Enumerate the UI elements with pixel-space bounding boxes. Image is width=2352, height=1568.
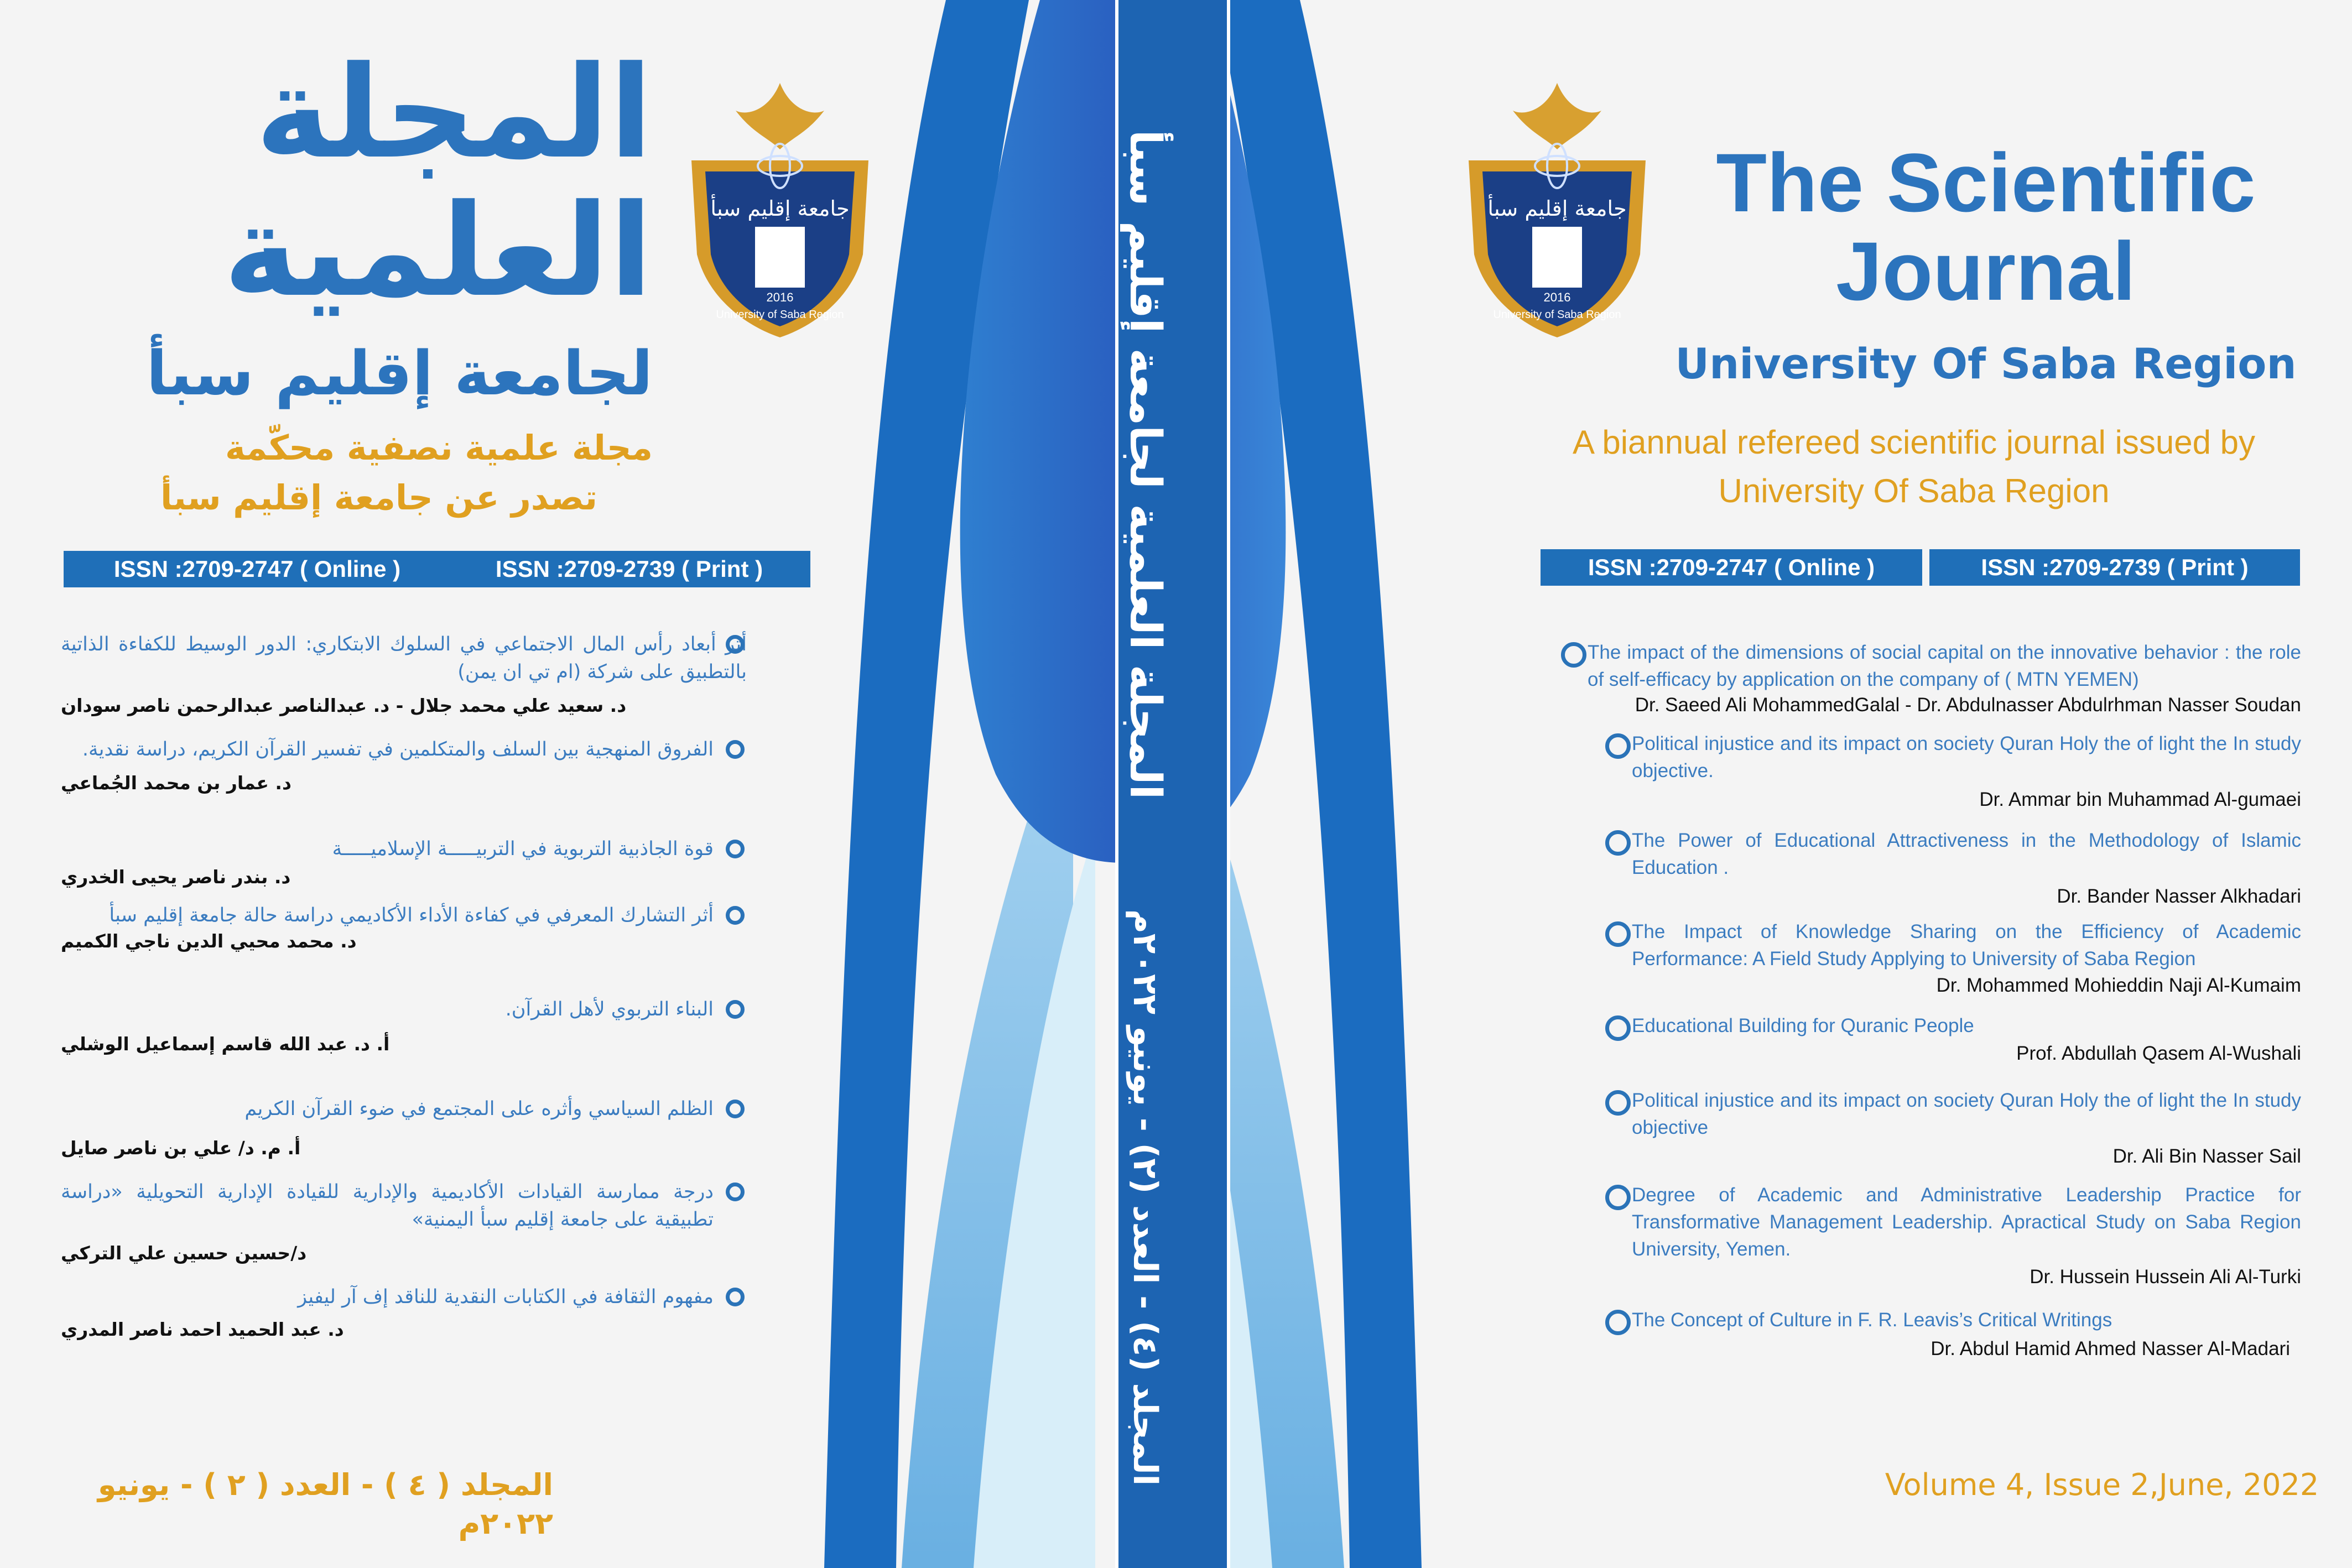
list-item <box>61 1095 780 1160</box>
article-title: The impact of the dimensions of social capital on the innovative behavior : the role of self-efficacy by application on the company of ( MTN YEMEN) <box>1588 642 2301 690</box>
article-author: أ. م. د/ علي بن ناصر صايل <box>61 1137 301 1159</box>
article-title: مفهوم الثقافة في الكتابات النقدية للناقد إف آر ليفيز <box>298 1286 714 1308</box>
svg-text:2016: 2016 <box>1543 290 1571 304</box>
article-author: د. بندر ناصر يحيى الخدري <box>61 866 291 888</box>
bullet-circle-icon <box>726 635 745 654</box>
article-title: الظلم السياسي وأثره على المجتمع في ضوء القرآن الكريم <box>244 1098 714 1120</box>
university-logo-icon <box>680 77 880 343</box>
bullet-circle-icon <box>726 740 745 759</box>
article-title: The Power of Educational Attractiveness in the Methodology of Islamic Education . <box>1632 830 2301 878</box>
article-author: Dr. Mohammed Mohieddin Naji Al-Kumaim <box>1936 975 2301 996</box>
bullet-circle-icon <box>1605 733 1631 759</box>
spine-issue: المجلد (٤) - العدد (٢) - يونيو ٢٠٢٢م <box>1126 909 1164 1486</box>
english-university-name: University Of Saba Region <box>1675 339 2297 388</box>
article-title: البناء التربوي لأهل القرآن. <box>505 998 714 1020</box>
list-item <box>1632 730 2301 812</box>
article-title: قوة الجاذبية التربوية في التربيـــــة الإسلاميـــــة <box>332 838 714 860</box>
list-item <box>61 1283 780 1342</box>
english-title-line1: The Scientific <box>1716 136 2256 229</box>
article-author: Prof. Abdullah Qasem Al-Wushali <box>2016 1043 2301 1064</box>
english-desc-line2: University Of Saba Region <box>1718 472 2110 509</box>
article-author: Dr. Saeed Ali MohammedGalal - Dr. Abdulnasser Abdulrhman Nasser Soudan <box>1635 694 2301 716</box>
front-cover-english <box>1449 0 2352 1568</box>
article-author: د. عمار بن محمد الجُماعي <box>61 772 292 794</box>
svg-text:University of Saba Region: University of Saba Region <box>716 309 844 321</box>
article-title: The Concept of Culture in F. R. Leavis’s Critical Writings <box>1632 1309 2112 1331</box>
list-item <box>1632 1306 2301 1361</box>
article-title: Degree of Academic and Administrative Leadership Practice for Transformative Management Leadership. Apractical Study on Saba Region University, Yemen. <box>1632 1184 2301 1260</box>
bullet-circle-icon <box>1605 1090 1631 1116</box>
right-issn-print: ISSN :2709-2739 ( Print ) <box>1929 549 2300 586</box>
arabic-volume-footer: المجلد ( ٤ ) - العدد ( ٢ ) - يونيو ٢٠٢٢م <box>97 1467 553 1541</box>
article-title: الفروق المنهجية بين السلف والمتكلمين في تفسير القرآن الكريم، دراسة نقدية. <box>82 738 714 760</box>
university-logo-icon <box>1458 77 1657 343</box>
article-author: Dr. Bander Nasser Alkhadari <box>2057 885 2301 907</box>
list-item <box>1632 827 2301 909</box>
bullet-circle-icon <box>726 1000 745 1019</box>
article-author: Dr. Ammar bin Muhammad Al-gumaei <box>1979 789 2301 810</box>
list-item <box>61 996 780 1056</box>
bullet-circle-icon <box>726 1182 745 1201</box>
arabic-desc-line1: مجلة علمية نصفية محكّمة <box>225 428 653 468</box>
article-title: أثر أبعاد رأس المال الاجتماعي في السلوك الابتكاري: الدور الوسيط للكفاءة الذاتية بالتطبيق على شركة (ام تي ان يمن) <box>61 633 747 683</box>
list-item <box>1632 1087 2301 1169</box>
list-item <box>61 1178 780 1265</box>
arabic-subtitle: لجامعة إقليم سبأ <box>146 338 653 409</box>
article-title: The Impact of Knowledge Sharing on the Efficiency of Academic Performance: A Field Study Applying to University of Saba Region <box>1632 921 2301 970</box>
article-title: Political injustice and its impact on society Quran Holy the of light the In study objective <box>1632 1090 2301 1138</box>
bullet-circle-icon <box>1605 1185 1631 1210</box>
list-item <box>1632 918 2301 998</box>
article-title: Political injustice and its impact on society Quran Holy the of light the In study objective. <box>1632 733 2301 782</box>
english-desc-line1: A biannual refereed scientific journal issued by <box>1572 424 2256 461</box>
bullet-circle-icon <box>726 906 745 925</box>
bullet-circle-icon <box>1605 921 1631 947</box>
bullet-circle-icon <box>726 1100 745 1118</box>
list-item <box>61 736 780 795</box>
svg-text:جامعة إقليم سبأ: جامعة إقليم سبأ <box>710 196 850 221</box>
article-author: Dr. Hussein Hussein Ali Al-Turki <box>2030 1266 2301 1288</box>
bullet-circle-icon <box>1605 1310 1631 1335</box>
bullet-circle-icon <box>1605 1015 1631 1041</box>
article-author: د. محمد محيي الدين ناجي الكميم <box>61 930 357 952</box>
svg-text:جامعة إقليم سبأ: جامعة إقليم سبأ <box>1487 196 1627 221</box>
bullet-circle-icon <box>726 1288 745 1306</box>
bullet-circle-icon <box>726 840 745 858</box>
list-item <box>1632 1181 2301 1289</box>
arabic-title-line2: العلمية <box>223 178 653 325</box>
article-author: د. سعيد علي محمد جلال - د. عبدالناصر عبدالرحمن ناصر سودان <box>61 695 627 716</box>
article-author: Dr. Abdul Hamid Ahmed Nasser Al-Madari <box>1930 1338 2290 1359</box>
left-issn-print: ISSN :2709-2739 ( Print ) <box>448 551 810 587</box>
list-item <box>1632 1012 2301 1066</box>
list-item <box>1588 639 2301 717</box>
article-author: د/حسين حسين علي التركي <box>61 1242 307 1264</box>
svg-text:University of Saba Region: University of Saba Region <box>1493 309 1621 321</box>
back-cover-arabic <box>0 0 850 1568</box>
spine-title: المجلة العلمية لجامعة إقليم سبأ <box>1120 129 1170 800</box>
english-title-line2: Journal <box>1836 225 2136 317</box>
right-issn-online: ISSN :2709-2747 ( Online ) <box>1541 549 1922 586</box>
article-author: Dr. Ali Bin Nasser Sail <box>2112 1145 2301 1167</box>
arabic-title-line1: المجلة <box>255 39 653 187</box>
list-item <box>61 835 780 889</box>
article-title: أثر التشارك المعرفي في كفاءة الأداء الأكاديمي دراسة حالة جامعة إقليم سبأ <box>109 904 714 926</box>
article-title: Educational Building for Quranic People <box>1632 1015 1974 1036</box>
left-issn-online: ISSN :2709-2747 ( Online ) <box>64 551 451 587</box>
list-item <box>61 902 780 954</box>
svg-text:2016: 2016 <box>766 290 794 304</box>
article-author: د. عبد الحميد احمد ناصر المدري <box>61 1319 344 1340</box>
article-author: أ. د. عبد الله قاسم إسماعيل الوشلي <box>61 1033 390 1055</box>
arabic-desc-line2: تصدر عن جامعة إقليم سبأ <box>160 477 597 518</box>
english-volume-footer: Volume 4, Issue 2,June, 2022 <box>1885 1467 2319 1502</box>
bullet-circle-icon <box>1605 830 1631 856</box>
list-item <box>61 631 780 718</box>
article-title: درجة ممارسة القيادات الأكاديمية والإدارية للقيادة الإدارية التحويلية «دراسة تطبيقية على جامعة إقليم سبأ اليمنية» <box>61 1181 714 1231</box>
bullet-circle-icon <box>1561 642 1586 668</box>
